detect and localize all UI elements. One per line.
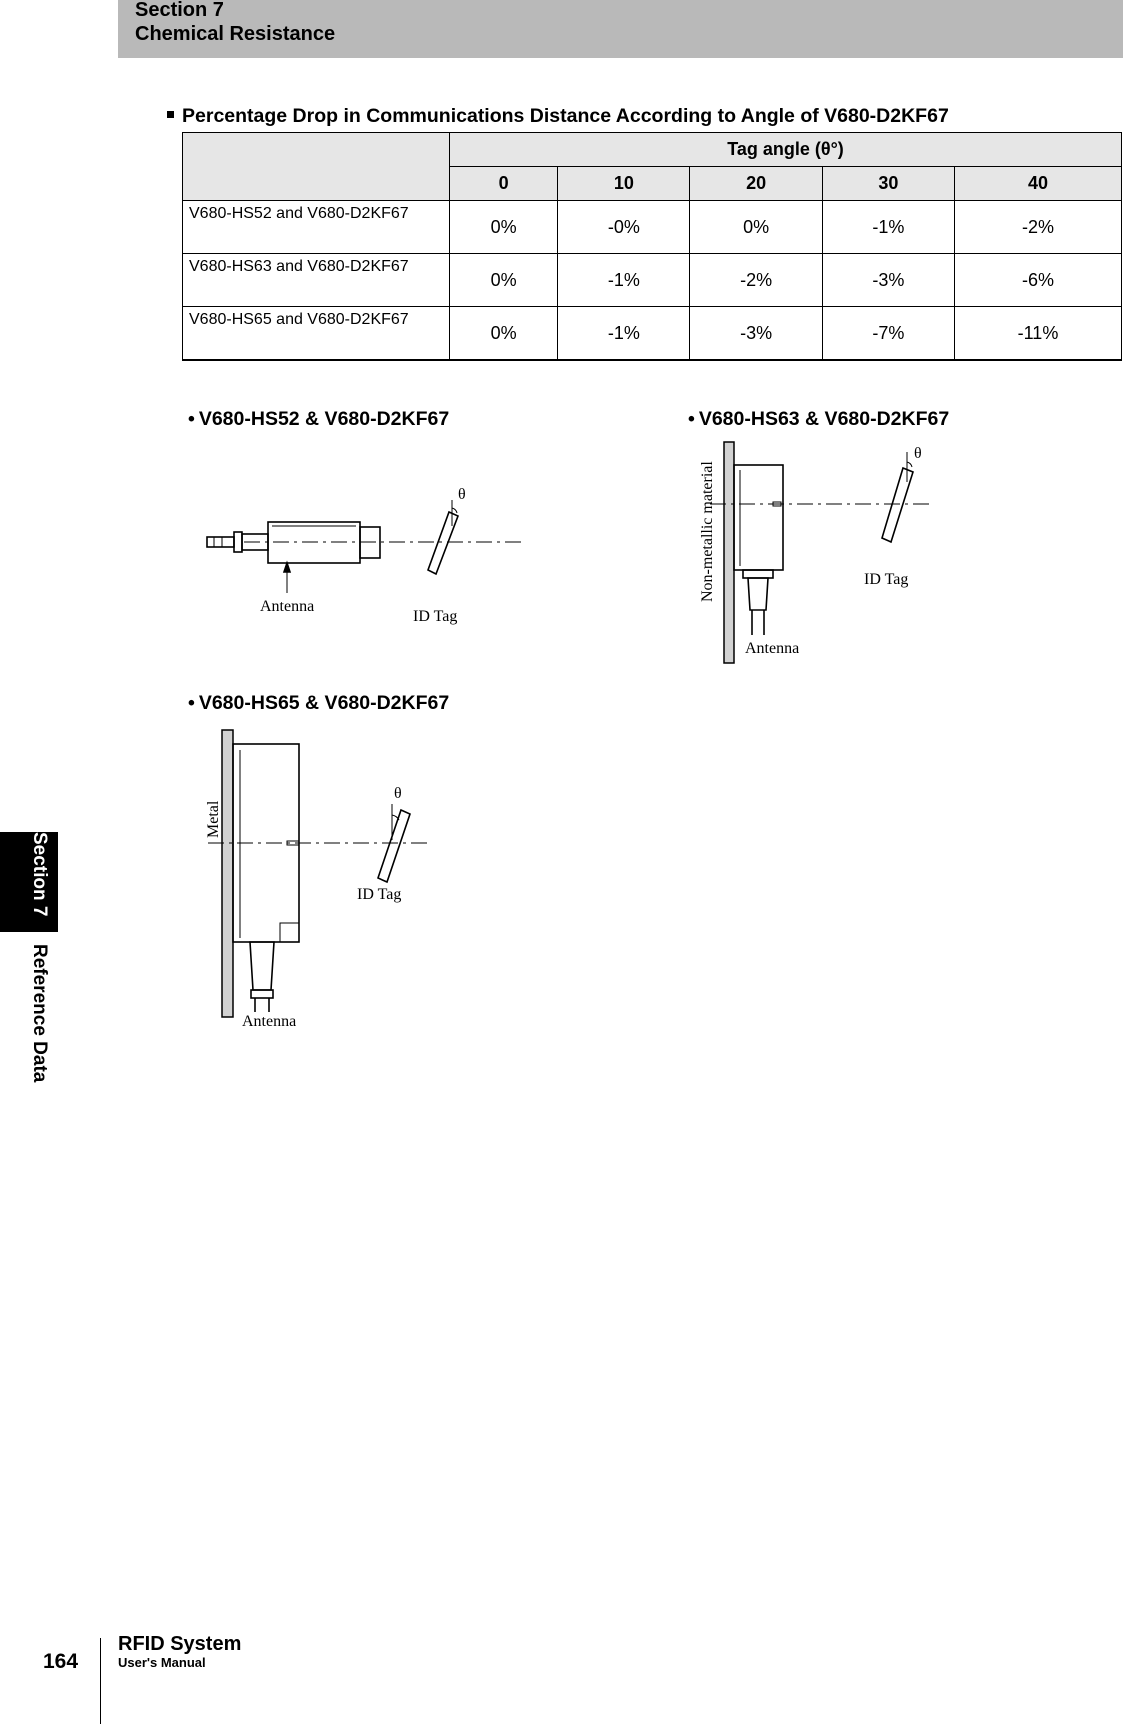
table-cell: 0% — [450, 201, 558, 254]
section-header-bar — [118, 0, 1123, 58]
non-metallic-plate — [724, 442, 734, 663]
footer-manual-title: RFID System — [118, 1633, 242, 1655]
diagram-hs65 — [198, 720, 448, 1040]
antenna-hs52-drawing — [207, 522, 380, 593]
table-row — [183, 307, 1122, 361]
column-header: 40 — [954, 167, 1121, 201]
id-tag-hs63-drawing — [882, 452, 913, 542]
column-header: 10 — [558, 167, 690, 201]
footer-divider — [100, 1638, 101, 1724]
table-cell: -11% — [954, 307, 1121, 361]
side-tab-section: Section 7 — [29, 832, 50, 917]
diagram-hs63-title-text: V680-HS63 & V680-D2KF67 — [698, 408, 950, 430]
header-section-title: Chemical Resistance — [135, 23, 336, 45]
table-cell: 0% — [690, 201, 822, 254]
table-cell: -3% — [822, 254, 954, 307]
footer-manual-subtitle: User's Manual — [118, 1655, 206, 1670]
antenna-label: Antenna — [242, 1013, 297, 1030]
bullet-dot-icon: • — [688, 408, 695, 430]
table-cell: -3% — [690, 307, 822, 361]
column-header: 20 — [690, 167, 822, 201]
row-label: V680-HS52 and V680-D2KF67 — [183, 201, 450, 254]
table-cell: -1% — [558, 307, 690, 361]
bullet-dot-icon: • — [188, 692, 195, 714]
bullet-dot-icon: • — [188, 408, 195, 430]
header-section-number: Section 7 — [135, 0, 224, 21]
table-corner-cell — [183, 133, 450, 201]
table-heading — [167, 105, 949, 128]
antenna-hs65-drawing — [233, 744, 299, 1012]
side-tab-reference-data: Reference Data — [29, 944, 50, 1083]
table-cell: -1% — [558, 254, 690, 307]
table-row — [183, 254, 1122, 307]
diagram-hs63 — [678, 430, 948, 670]
table-cell: -1% — [822, 201, 954, 254]
antenna-hs63-drawing — [734, 465, 783, 635]
diagram-hs52-title-text: V680-HS52 & V680-D2KF67 — [198, 408, 450, 430]
side-tab-label — [29, 832, 49, 1082]
angle-drop-table — [182, 132, 1122, 361]
diagram-hs52 — [200, 480, 540, 630]
metal-plate — [222, 730, 233, 1017]
angle-theta-label: θ — [458, 486, 466, 503]
diagram-hs65-title-text: V680-HS65 & V680-D2KF67 — [198, 692, 450, 714]
antenna-label: Antenna — [745, 640, 800, 657]
diagram-hs52-title — [188, 408, 449, 431]
angle-theta-label: θ — [914, 445, 922, 462]
metal-label: Metal — [205, 800, 222, 838]
angle-theta-label: θ — [394, 785, 402, 802]
table-cell: -6% — [954, 254, 1121, 307]
table-cell: -0% — [558, 201, 690, 254]
table-heading-text: Percentage Drop in Communications Distance According to Angle of V680-D2KF67 — [182, 105, 949, 127]
page-number: 164 — [43, 1650, 79, 1673]
antenna-label: Antenna — [260, 598, 315, 615]
column-header: 30 — [822, 167, 954, 201]
table-cell: -7% — [822, 307, 954, 361]
diagram-hs63-title — [688, 408, 949, 431]
id-tag-hs52-drawing — [428, 500, 458, 574]
table-group-header: Tag angle (θ°) — [450, 133, 1122, 167]
table-cell: 0% — [450, 307, 558, 361]
diagram-hs65-title — [188, 692, 449, 715]
id-tag-label: ID Tag — [357, 886, 402, 903]
non-metallic-material-label: Non-metallic material — [699, 461, 716, 602]
column-header: 0 — [450, 167, 558, 201]
id-tag-label: ID Tag — [413, 608, 458, 625]
square-bullet-icon — [167, 111, 174, 118]
table-cell: -2% — [954, 201, 1121, 254]
table-cell: 0% — [450, 254, 558, 307]
id-tag-label: ID Tag — [864, 571, 909, 588]
table-cell: -2% — [690, 254, 822, 307]
table-row — [183, 201, 1122, 254]
row-label: V680-HS65 and V680-D2KF67 — [183, 307, 450, 361]
row-label: V680-HS63 and V680-D2KF67 — [183, 254, 450, 307]
